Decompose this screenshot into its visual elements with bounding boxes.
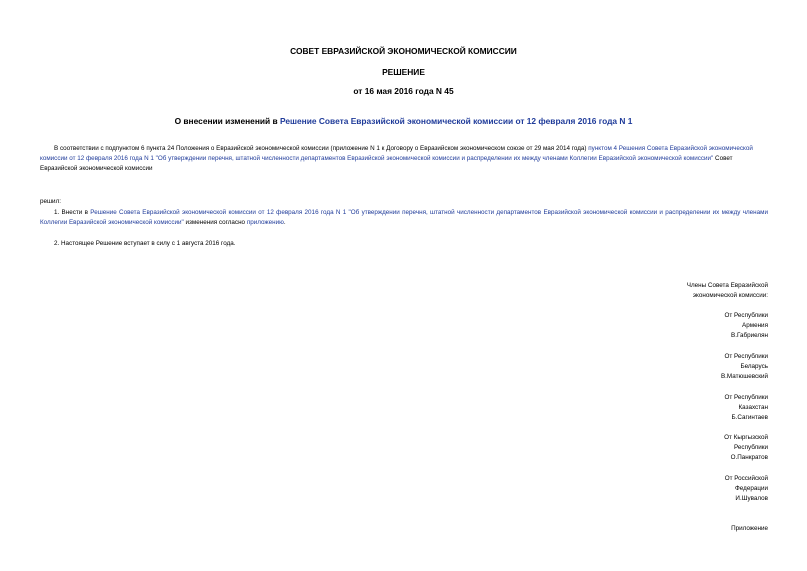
signature-line: Армения [742,321,768,329]
signature-name: И.Шувалов [735,494,768,502]
title-link[interactable]: Решение Совета Евразийской экономической комиссии от 12 февраля 2016 года N 1 [280,116,633,126]
item-1-link[interactable]: Решение Совета Евразийской экономической комиссии от 12 февраля 2016 года N 1 "Об утверждении перечня, штатной численности департаментов Евразийской экономической комиссии и распределении их между членами Коллегии Евразийской экономической комиссии" [40,209,769,226]
document-date: от 16 мая 2016 года N 45 [353,86,454,96]
document-type: РЕШЕНИЕ [382,67,425,77]
signature-line: От Республики [724,312,768,319]
signature-armenia [568,311,768,341]
item-1-paragraph [40,208,768,228]
signature-name: В.Матюшевский [720,372,768,380]
signature-line: Федерации [735,484,768,492]
item-1-text-2: изменения согласно [183,218,247,226]
title-prefix: О внесении изменений в [174,116,280,126]
item-1-text-3: . [283,218,286,226]
signature-line: От Республики [724,353,768,360]
signature-line: От Российской [724,475,768,482]
signature-belarus [568,352,768,382]
signatures-heading-line: экономической комиссии: [692,291,768,299]
resolved-label: решил: [40,198,61,205]
signature-kyrgyzstan [568,433,768,463]
signature-name: Б.Сагинтаев [731,413,768,421]
preamble-text-1: В соответствии с подпунктом 6 пункта 24 Положения о Евразийской экономической комиссии (приложение N 1 к Договору о Евразийском экономическом союзе от 29 мая 2014 года) [54,145,589,152]
signatures-heading [568,281,768,301]
signature-line: Республики [734,443,768,451]
signature-kazakhstan [568,393,768,423]
item-2-paragraph: 2. Настоящее Решение вступает в силу с 1 августа 2016 года. [54,240,236,247]
preamble-text-2: Совет Евразийской экономической комиссии [40,154,733,172]
item-1-text-1: 1. Внести в [54,209,91,216]
document-title [0,116,807,126]
signature-line: Беларусь [740,362,768,370]
signature-russia [568,474,768,504]
appendix-label: Приложение [731,525,768,532]
preamble-paragraph [40,144,768,173]
signature-line: Казахстан [738,403,768,411]
signature-line: От Кыргызской [724,434,768,441]
signature-name: О.Панкратов [730,453,768,461]
organization-title: СОВЕТ ЕВРАЗИЙСКОЙ ЭКОНОМИЧЕСКОЙ КОМИССИИ [290,46,517,56]
preamble-link[interactable]: пунктом 4 Решения Совета Евразийской экономической комиссии от 12 февраля 2016 года N 1 "Об утверждении перечня, штатной численности департаментов Евразийской экономической комиссии и распределении их между членами Коллегии Евразийской экономической комиссии" [40,145,753,162]
signature-line: От Республики [724,394,768,401]
signatures-heading-line: Члены Совета Евразийской [686,282,768,289]
appendix-link[interactable]: приложению [246,218,284,226]
signature-name: В.Габриелян [731,331,768,339]
